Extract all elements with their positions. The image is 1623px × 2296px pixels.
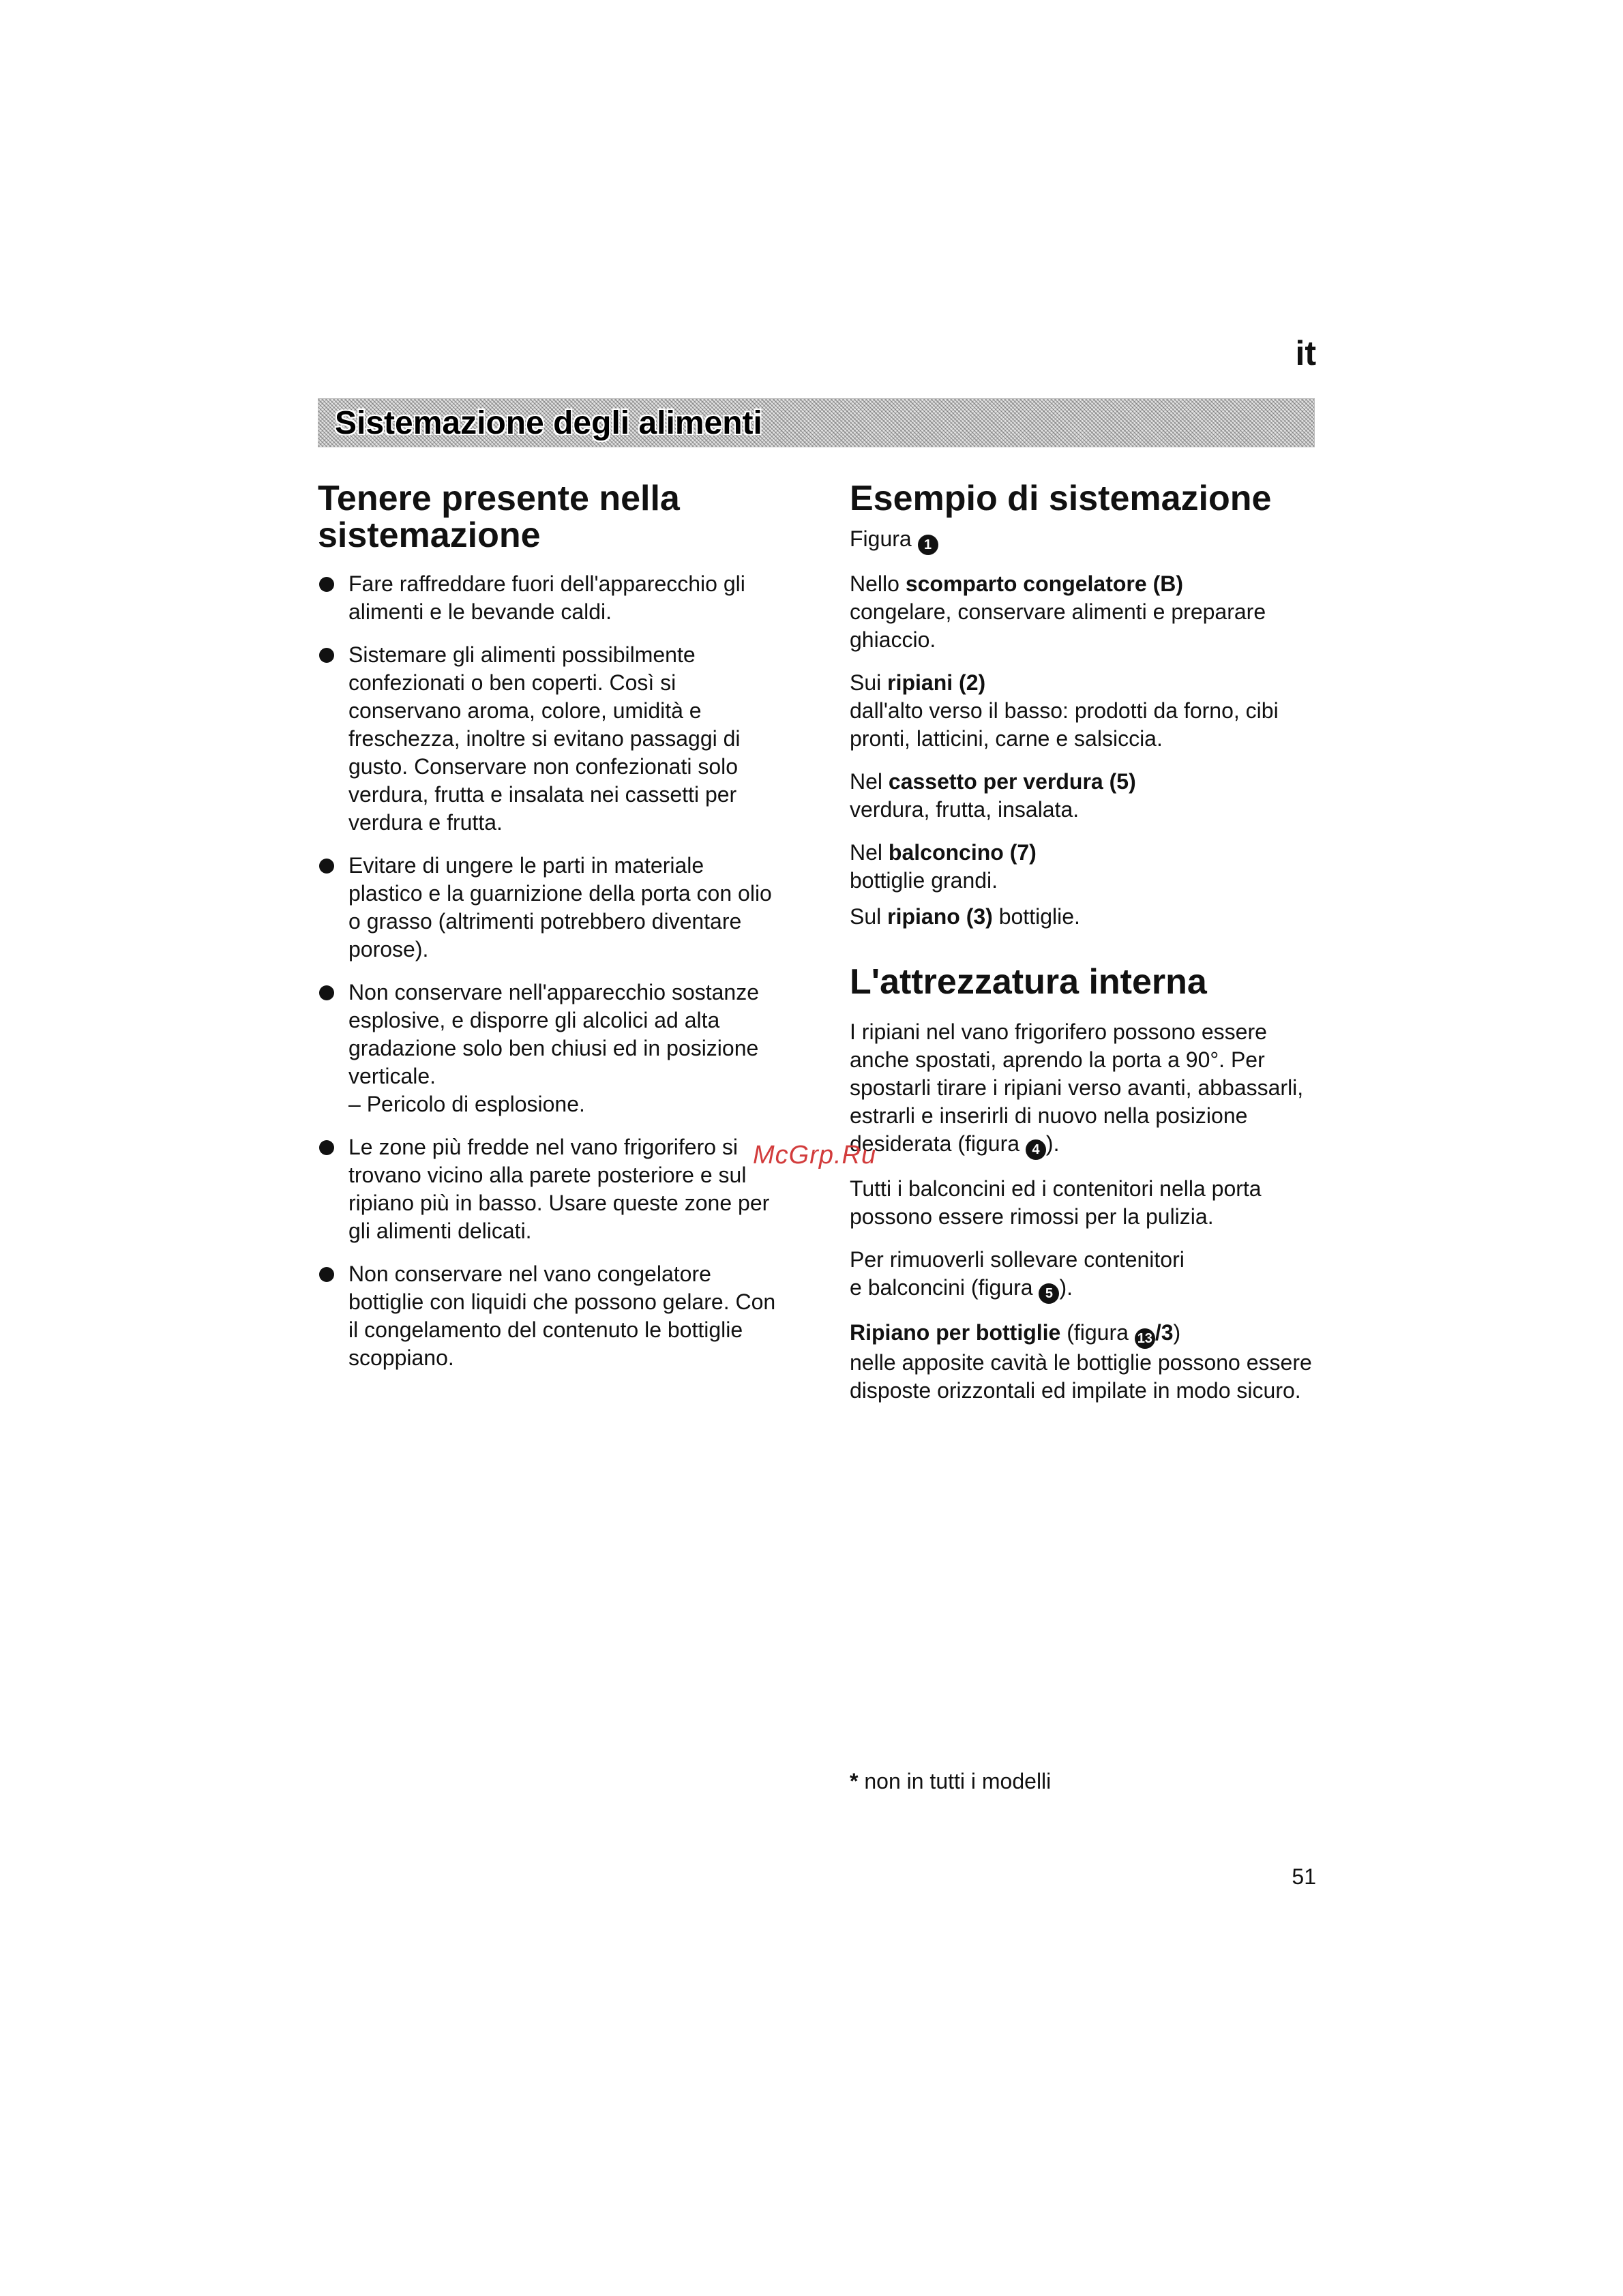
bullet-icon bbox=[319, 648, 334, 663]
list-item-text: Sistemare gli alimenti possibilmente confezionati o ben coperti. Così si conservano aroma, colore, umidità e freschezza, inoltre si evitano passaggi di gusto. Conservare non confezionati solo verdura, frutta e insalata nei cassetti per verdura e frutta. bbox=[348, 642, 741, 835]
bottle-shelf-entry: Ripiano per bottiglie (figura 13 /3) nelle apposite cavità le bottiglie possono essere disposte orizzontali ed impilate in modo sicuro. bbox=[850, 1320, 1312, 1403]
language-tag: it bbox=[1295, 334, 1316, 372]
balcony-label: balconcino (7) bbox=[888, 840, 1037, 865]
left-column bbox=[318, 480, 781, 1387]
interior-paragraph-shelves: I ripiani nel vano frigorifero possono essere anche spostati, aprendo la porta a 90°. Per spostarli tirare i ripiani verso avanti, abbassarli, estrarli e inserirli di nuovo nella posizione desiderata (figura 4 ). bbox=[850, 1018, 1320, 1160]
balcony-desc: bottiglie grandi. bbox=[850, 868, 998, 893]
section-title: Sistemazione degli alimenti bbox=[335, 405, 762, 441]
list-item bbox=[318, 852, 781, 964]
bullet-icon bbox=[319, 577, 334, 592]
freezer-desc: congelare, conservare alimenti e preparare ghiaccio. bbox=[850, 599, 1266, 652]
list-item-text: Le zone più fredde nel vano frigorifero si trovano vicino alla parete posteriore e sul ripiano più in basso. Usare queste zone per gli alimenti delicati. bbox=[348, 1135, 770, 1243]
bullet-icon bbox=[319, 859, 334, 874]
list-item-text: Non conservare nel vano congelatore bottiglie con liquidi che possono gelare. Con il congelamento del contenuto le bottiglie scoppiano. bbox=[348, 1262, 776, 1370]
drawer-label: cassetto per verdura (5) bbox=[888, 769, 1136, 794]
explosion-warning: – Pericolo di esplosione. bbox=[348, 1092, 585, 1116]
figure-number-icon: 4 bbox=[1026, 1139, 1046, 1160]
shelf3-desc: bottiglie. bbox=[998, 904, 1080, 929]
left-heading: Tenere presente nella sistemazione bbox=[318, 479, 680, 555]
freezer-entry: Nello scomparto congelatore (B) congelare, conservare alimenti e preparare ghiaccio. bbox=[850, 571, 1266, 652]
interior-paragraph-balconies: Tutti i balconcini ed i contenitori nella porta possono essere rimossi per la pulizia. bbox=[850, 1176, 1262, 1229]
bottle-shelf-label: Ripiano per bottiglie bbox=[850, 1320, 1061, 1345]
section-banner bbox=[318, 398, 1315, 447]
drawer-entry: Nel cassetto per verdura (5) verdura, frutta, insalata. bbox=[850, 769, 1136, 822]
page-number: 51 bbox=[1292, 1864, 1316, 1889]
figure-number-icon: 1 bbox=[918, 535, 938, 555]
shelf3-entry: Sul ripiano (3) bottiglie. bbox=[850, 904, 1080, 929]
list-item bbox=[318, 641, 781, 837]
footnote-star: * bbox=[850, 1769, 859, 1793]
bullet-icon bbox=[319, 985, 334, 1000]
figure-reference: Figura 1 bbox=[850, 525, 1320, 555]
freezer-label: scomparto congelatore (B) bbox=[905, 571, 1183, 596]
shelves-entry: Sui ripiani (2) dall'alto verso il basso: prodotti da forno, cibi pronti, latticini, carne e salsiccia. bbox=[850, 670, 1279, 751]
interior-heading: L'attrezzatura interna bbox=[850, 962, 1207, 1002]
list-item bbox=[318, 570, 781, 626]
footnote-text: non in tutti i modelli bbox=[864, 1769, 1052, 1793]
list-item-text: Fare raffreddare fuori dell'apparecchio gli alimenti e le bevande caldi. bbox=[348, 571, 745, 624]
bullet-icon bbox=[319, 1267, 334, 1282]
figure-number-icon: 5 bbox=[1039, 1283, 1059, 1304]
balcony-entry: Nel balconcino (7) bottiglie grandi. bbox=[850, 840, 1037, 893]
drawer-desc: verdura, frutta, insalata. bbox=[850, 797, 1079, 822]
list-item-text: Non conservare nell'apparecchio sostanze esplosive, e disporre gli alcolici ad alta gradazione solo ben chiusi ed in posizione verticale. bbox=[348, 980, 760, 1088]
example-heading: Esempio di sistemazione bbox=[850, 479, 1272, 518]
shelves-desc: dall'alto verso il basso: prodotti da forno, cibi pronti, latticini, carne e salsiccia. bbox=[850, 698, 1279, 751]
shelf3-label: ripiano (3) bbox=[887, 904, 993, 929]
figure-number-icon: 13 bbox=[1135, 1328, 1155, 1349]
bullet-icon bbox=[319, 1140, 334, 1155]
footnote bbox=[850, 1768, 1051, 1795]
watermark: McGrp.Ru bbox=[753, 1141, 877, 1169]
list-item bbox=[318, 979, 781, 1118]
bottle-shelf-desc: nelle apposite cavità le bottiglie possono essere disposte orizzontali ed impilate in modo sicuro. bbox=[850, 1350, 1312, 1403]
tips-list bbox=[318, 570, 781, 1372]
list-item bbox=[318, 1133, 781, 1245]
interior-paragraph-remove: Per rimuoverli sollevare contenitori e balconcini (figura 5 ). bbox=[850, 1246, 1320, 1304]
shelves-label: ripiani (2) bbox=[887, 670, 986, 695]
list-item-text: Evitare di ungere le parti in materiale plastico e la guarnizione della porta con olio o grasso (altrimenti potrebbero diventare porose). bbox=[348, 853, 772, 961]
right-column bbox=[850, 480, 1320, 1405]
list-item bbox=[318, 1260, 781, 1372]
